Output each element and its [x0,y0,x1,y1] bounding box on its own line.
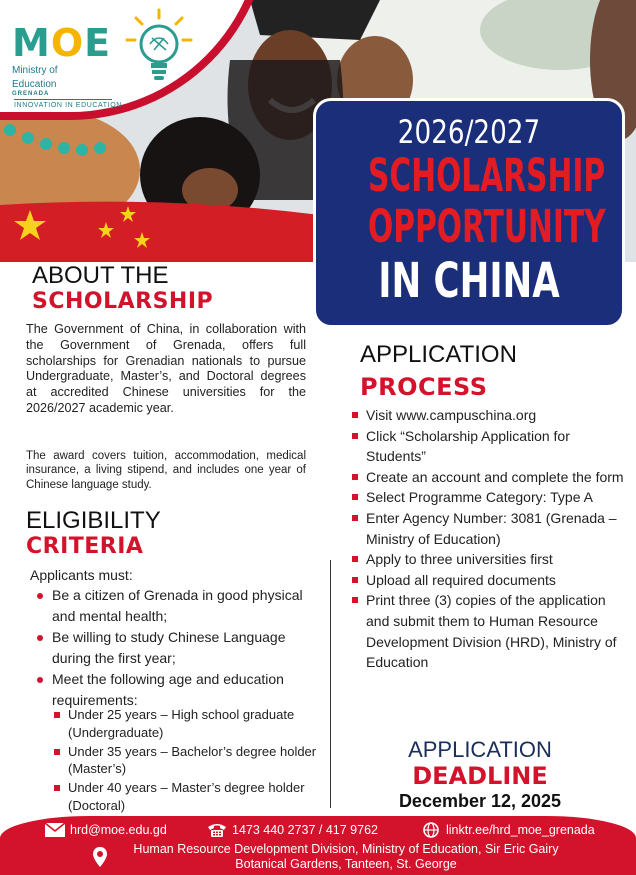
website-contact[interactable] [420,822,595,838]
list-item: Apply to three universities first [352,549,624,570]
process-heading [360,342,517,402]
email-text: hrd@moe.edu.gd [70,823,167,837]
list-item: Enter Agency Number: 3081 (Grenada – Ministry of Education) [352,508,624,549]
eligibility-list [36,585,324,711]
list-item: Upload all required documents [352,570,624,591]
deadline-date: December 12, 2025 [398,791,562,811]
process-heading-bold: PROCESS [360,373,488,401]
eligibility-heading [26,508,161,560]
mail-icon [44,822,66,838]
list-item: Under 35 years – Bachelor’s degree holder (Master’s) [54,743,328,778]
deadline-heading-bold: DEADLINE [412,762,548,790]
list-item: Be willing to study Chinese Language during the first year; [36,627,324,668]
lightbulb-icon [124,8,194,88]
title-banner [313,98,625,328]
list-item: Select Programme Category: Type A [352,487,624,508]
column-divider [330,560,331,808]
logo-tagline: INNOVATION IN EDUCATION [14,102,122,109]
phone-contact[interactable] [206,822,378,838]
address-contact [92,842,612,872]
list-item: Click “Scholarship Application for Students” [352,426,624,467]
title-year: 2026/2027 [397,113,541,151]
title-in-china: IN CHINA [378,253,560,309]
about-paragraph-2: The award covers tuition, accommodation, medical insurance, a living stipend, and includes one year of Chinese language study. [26,450,306,491]
list-item: Under 25 years – High school graduate (Undergraduate) [54,706,328,741]
process-steps-list [352,405,624,673]
deadline-block [380,738,580,812]
email-contact[interactable] [44,822,167,838]
about-heading [32,263,213,315]
age-requirements-list [54,706,328,816]
list-item: Print three (3) copies of the application and submit them to Human Resource Development Division (HRD), Ministry of Education [352,590,624,672]
globe-icon [420,822,442,838]
title-opportunity: OPPORTUNITY [368,200,606,253]
address-text: Human Resource Development Division, Ministry of Education, Sir Eric Gairy Botanical Gardens, Tanteen, St. George [133,842,559,871]
deadline-heading-thin: APPLICATION [408,737,552,762]
eligibility-heading-thin: ELIGIBILITY [26,507,161,534]
moe-logo [12,21,122,97]
about-paragraph-1: The Government of China, in collaboration with the Government of Grenada, offers full scholarships for Grenadian nationals to pursue Undergraduate, Master’s, and Doctoral degrees at accredited Chinese universities for the 2026/2027 academic year. [26,322,306,415]
title-scholarship: SCHOLARSHIP [368,149,606,202]
logo-country: GRENADA [12,91,50,97]
about-heading-bold: SCHOLARSHIP [32,289,214,314]
contact-footer [0,816,636,875]
location-pin-icon [92,846,108,868]
list-item: Be a citizen of Grenada in good physical and mental health; [36,585,324,626]
list-item: Visit www.campuschina.org [352,405,624,426]
list-item: Create an account and complete the form [352,467,624,488]
contact-row [0,822,636,842]
list-item: Under 40 years – Master’s degree holder (Doctoral) [54,779,328,814]
eligibility-heading-bold: CRITERIA [26,534,144,559]
eligibility-intro: Applicants must: [30,567,133,583]
list-item: Meet the following age and education requirements: [36,669,324,710]
process-heading-thin: APPLICATION [360,341,517,368]
phone-text: 1473 440 2737 / 417 9762 [232,823,378,837]
moe-wordmark: MOE [12,21,112,65]
about-heading-thin: ABOUT THE [32,262,169,289]
logo-education: Education [12,79,57,90]
logo-ministry: Ministry of [12,65,58,76]
logo-divider [14,99,112,100]
phone-icon [206,822,228,838]
website-text: linktr.ee/hrd_moe_grenada [446,823,595,837]
